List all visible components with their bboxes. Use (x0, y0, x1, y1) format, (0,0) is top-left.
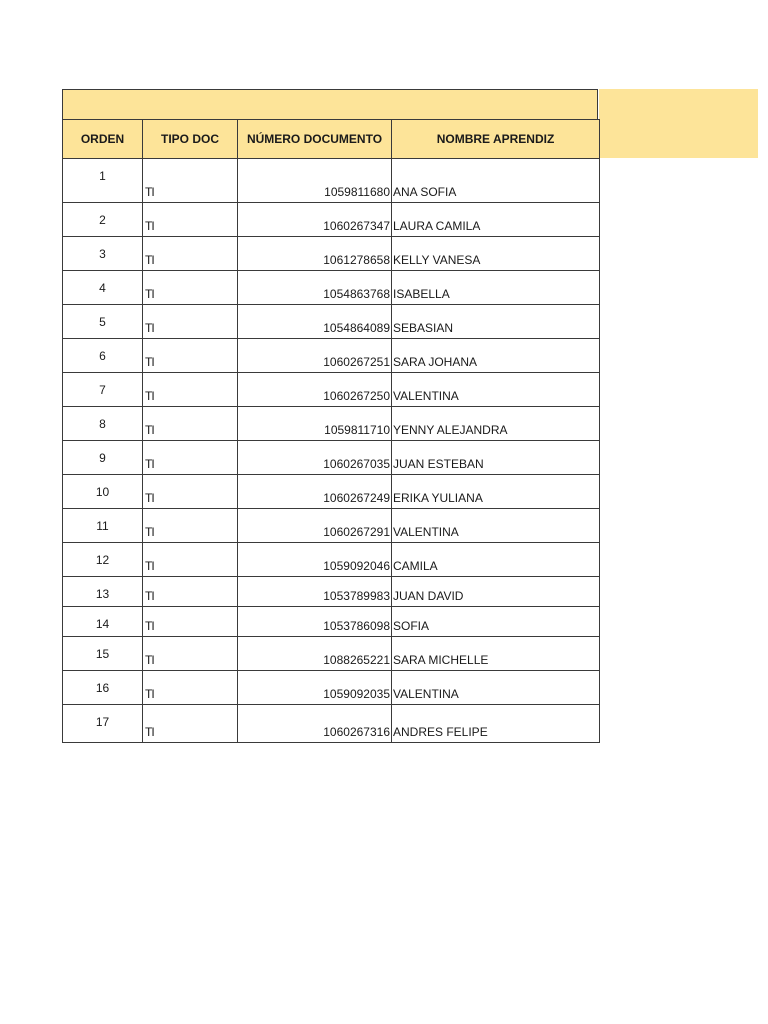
numero-documento-cell-text: 1060267347 (323, 219, 390, 233)
title-band (62, 89, 598, 119)
tipo-doc-cell-text: TI (145, 653, 154, 667)
orden-cell[interactable] (63, 441, 143, 475)
tipo-doc-cell-text: TI (145, 525, 154, 539)
table-header-row (63, 120, 600, 159)
numero-documento-cell[interactable] (238, 305, 392, 339)
table-row (63, 339, 600, 373)
table-row (63, 159, 600, 203)
nombre-aprendiz-cell-text: ISABELLA (393, 287, 450, 301)
numero-documento-cell[interactable] (238, 475, 392, 509)
nombre-aprendiz-cell[interactable] (392, 373, 600, 407)
orden-cell[interactable] (63, 705, 143, 743)
numero-documento-cell-text: 1054863768 (323, 287, 390, 301)
orden-cell-text: 10 (95, 485, 110, 499)
nombre-aprendiz-cell-text: ANA SOFIA (393, 185, 457, 199)
nombre-aprendiz-cell-text: YENNY ALEJANDRA (393, 423, 508, 437)
orden-cell-text: 3 (99, 247, 106, 261)
orden-cell-text: 11 (96, 519, 109, 533)
tipo-doc-cell[interactable] (143, 373, 238, 407)
numero-documento-cell[interactable] (238, 407, 392, 441)
orden-cell[interactable] (63, 509, 143, 543)
nombre-aprendiz-cell-text: LAURA CAMILA (393, 219, 481, 233)
tipo-doc-cell-text: TI (145, 287, 154, 301)
nombre-aprendiz-cell[interactable] (392, 607, 600, 637)
nombre-aprendiz-cell-text: ERIKA YULIANA (393, 491, 483, 505)
tipo-doc-cell-text: TI (145, 423, 154, 437)
orden-cell-text: 14 (95, 617, 110, 631)
column-header-nombre-aprendiz[interactable]: NOMBRE APRENDIZ (392, 120, 600, 159)
table-row (63, 441, 600, 475)
nombre-aprendiz-cell[interactable] (392, 203, 600, 237)
tipo-doc-cell[interactable] (143, 203, 238, 237)
tipo-doc-cell[interactable] (143, 577, 238, 607)
numero-documento-cell-text: 1059092046 (323, 559, 390, 573)
numero-documento-cell-text: 1088265221 (323, 653, 390, 667)
tipo-doc-cell-text: TI (145, 725, 154, 739)
numero-documento-cell[interactable] (238, 159, 392, 203)
orden-cell[interactable] (63, 407, 143, 441)
tipo-doc-cell-text: TI (145, 219, 154, 233)
header-band-extension (599, 89, 758, 158)
numero-documento-cell-text: 1059092035 (323, 687, 390, 701)
nombre-aprendiz-cell[interactable] (392, 705, 600, 743)
table-row (63, 607, 600, 637)
orden-cell-text: 4 (99, 281, 106, 295)
orden-cell[interactable] (63, 305, 143, 339)
tipo-doc-cell[interactable] (143, 237, 238, 271)
tipo-doc-cell-text: TI (145, 185, 154, 199)
nombre-aprendiz-cell[interactable] (392, 577, 600, 607)
orden-cell-text: 9 (99, 451, 106, 465)
tipo-doc-cell[interactable] (143, 441, 238, 475)
table-row (63, 637, 600, 671)
table-row (63, 509, 600, 543)
numero-documento-cell[interactable] (238, 373, 392, 407)
table-row (63, 407, 600, 441)
numero-documento-cell[interactable] (238, 339, 392, 373)
numero-documento-cell[interactable] (238, 671, 392, 705)
nombre-aprendiz-cell[interactable] (392, 159, 600, 203)
numero-documento-cell[interactable] (238, 543, 392, 577)
nombre-aprendiz-cell[interactable] (392, 509, 600, 543)
tipo-doc-cell[interactable] (143, 159, 238, 203)
apprentice-table (62, 119, 600, 743)
numero-documento-cell[interactable] (238, 203, 392, 237)
orden-cell-text: 8 (99, 417, 106, 431)
tipo-doc-cell-text: TI (145, 491, 154, 505)
nombre-aprendiz-cell-text: SARA MICHELLE (393, 653, 489, 667)
orden-cell[interactable] (63, 543, 143, 577)
numero-documento-cell-text: 1053786098 (323, 619, 390, 633)
orden-cell[interactable] (63, 607, 143, 637)
numero-documento-cell-text: 1060267291 (323, 525, 390, 539)
nombre-aprendiz-cell-text: VALENTINA (393, 525, 459, 539)
nombre-aprendiz-cell-text: JUAN ESTEBAN (393, 457, 484, 471)
nombre-aprendiz-cell[interactable] (392, 407, 600, 441)
tipo-doc-cell-text: TI (145, 355, 154, 369)
orden-cell-text: 17 (95, 715, 110, 729)
tipo-doc-cell[interactable] (143, 543, 238, 577)
orden-cell[interactable] (63, 237, 143, 271)
orden-cell[interactable] (63, 203, 143, 237)
tipo-doc-cell-text: TI (145, 589, 154, 603)
table-row (63, 705, 600, 743)
nombre-aprendiz-cell-text: JUAN DAVID (393, 589, 464, 603)
table-row (63, 271, 600, 305)
numero-documento-cell[interactable] (238, 441, 392, 475)
orden-cell[interactable] (63, 339, 143, 373)
numero-documento-cell-text: 1060267250 (323, 389, 390, 403)
nombre-aprendiz-cell-text: ANDRES FELIPE (393, 725, 488, 739)
orden-cell[interactable] (63, 475, 143, 509)
tipo-doc-cell[interactable] (143, 705, 238, 743)
table-row (63, 237, 600, 271)
tipo-doc-cell-text: TI (145, 457, 154, 471)
orden-cell-text: 2 (99, 213, 106, 227)
column-header-tipo-doc[interactable]: TIPO DOC (143, 120, 238, 159)
nombre-aprendiz-cell-text: VALENTINA (393, 389, 459, 403)
orden-cell[interactable] (63, 637, 143, 671)
numero-documento-cell[interactable] (238, 237, 392, 271)
orden-cell[interactable] (63, 671, 143, 705)
tipo-doc-cell-text: TI (145, 389, 154, 403)
table-row (63, 373, 600, 407)
orden-cell-text: 1 (99, 169, 106, 183)
numero-documento-cell-text: 1053789983 (323, 589, 390, 603)
nombre-aprendiz-cell-text: VALENTINA (393, 687, 459, 701)
nombre-aprendiz-cell-text: CAMILA (393, 559, 438, 573)
tipo-doc-cell[interactable] (143, 637, 238, 671)
numero-documento-cell-text: 1060267251 (323, 355, 390, 369)
table-row (63, 203, 600, 237)
numero-documento-cell[interactable] (238, 607, 392, 637)
tipo-doc-cell[interactable] (143, 305, 238, 339)
nombre-aprendiz-cell[interactable] (392, 237, 600, 271)
numero-documento-cell-text: 1061278658 (323, 253, 390, 267)
numero-documento-cell-text: 1054864089 (323, 321, 390, 335)
tipo-doc-cell-text: TI (145, 619, 154, 633)
numero-documento-cell[interactable] (238, 637, 392, 671)
tipo-doc-cell[interactable] (143, 671, 238, 705)
nombre-aprendiz-cell-text: SEBASIAN (393, 321, 454, 335)
nombre-aprendiz-cell[interactable] (392, 305, 600, 339)
orden-cell[interactable] (63, 271, 143, 305)
orden-cell-text: 12 (95, 553, 110, 567)
tipo-doc-cell-text: TI (145, 321, 154, 335)
tipo-doc-cell-text: TI (145, 253, 154, 267)
numero-documento-cell-text: 1060267249 (323, 491, 390, 505)
nombre-aprendiz-cell-text: SARA JOHANA (393, 355, 478, 369)
orden-cell[interactable] (63, 577, 143, 607)
table-row (63, 543, 600, 577)
orden-cell-text: 7 (99, 383, 106, 397)
nombre-aprendiz-cell[interactable] (392, 671, 600, 705)
numero-documento-cell-text: 1059811680 (324, 185, 390, 199)
orden-cell-text: 15 (95, 647, 110, 661)
column-header-orden[interactable]: ORDEN (63, 120, 143, 159)
nombre-aprendiz-cell[interactable] (392, 441, 600, 475)
table-body (63, 159, 600, 743)
numero-documento-cell-text: 1059811710 (324, 423, 390, 437)
numero-documento-cell-text: 1060267316 (323, 725, 390, 739)
numero-documento-cell-text: 1060267035 (323, 457, 390, 471)
table-row (63, 475, 600, 509)
tipo-doc-cell[interactable] (143, 339, 238, 373)
nombre-aprendiz-cell[interactable] (392, 339, 600, 373)
tipo-doc-cell[interactable] (143, 607, 238, 637)
nombre-aprendiz-cell[interactable] (392, 543, 600, 577)
tipo-doc-cell[interactable] (143, 271, 238, 305)
orden-cell-text: 6 (99, 349, 106, 363)
tipo-doc-cell[interactable] (143, 475, 238, 509)
tipo-doc-cell[interactable] (143, 407, 238, 441)
orden-cell-text: 5 (99, 315, 106, 329)
tipo-doc-cell-text: TI (145, 687, 154, 701)
nombre-aprendiz-cell[interactable] (392, 271, 600, 305)
numero-documento-cell[interactable] (238, 577, 392, 607)
numero-documento-cell[interactable] (238, 271, 392, 305)
orden-cell[interactable] (63, 373, 143, 407)
numero-documento-cell[interactable] (238, 705, 392, 743)
nombre-aprendiz-cell[interactable] (392, 637, 600, 671)
nombre-aprendiz-cell-text: SOFIA (393, 619, 430, 633)
numero-documento-cell[interactable] (238, 509, 392, 543)
table-row (63, 577, 600, 607)
nombre-aprendiz-cell[interactable] (392, 475, 600, 509)
column-header-numero-documento[interactable]: NÚMERO DOCUMENTO (238, 120, 392, 159)
tipo-doc-cell[interactable] (143, 509, 238, 543)
tipo-doc-cell-text: TI (145, 559, 154, 573)
orden-cell-text: 13 (95, 587, 110, 601)
table-row (63, 671, 600, 705)
orden-cell[interactable] (63, 159, 143, 203)
table-row (63, 305, 600, 339)
orden-cell-text: 16 (95, 681, 110, 695)
nombre-aprendiz-cell-text: KELLY VANESA (393, 253, 481, 267)
